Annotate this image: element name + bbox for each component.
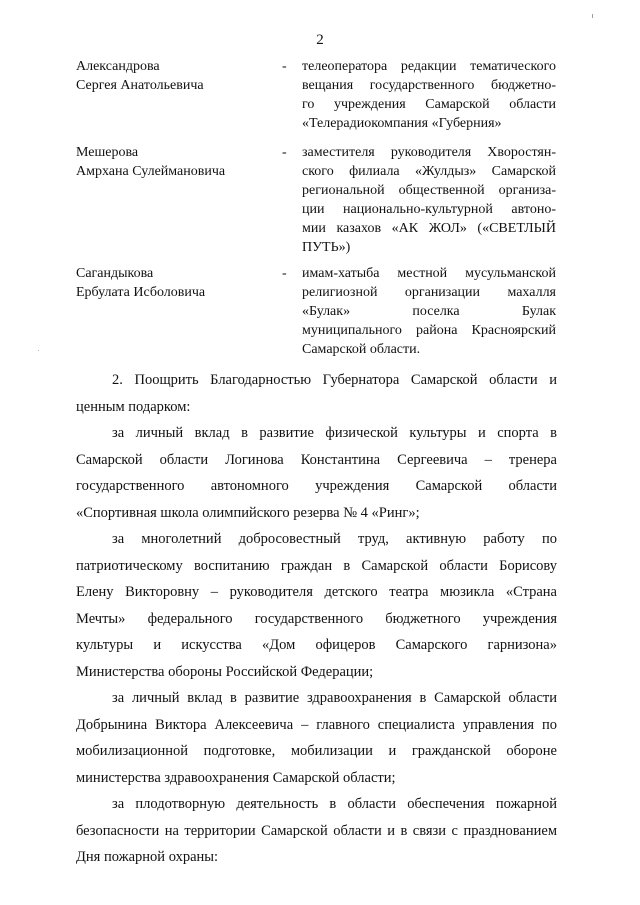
paragraph-line: за личный вклад в развитие физической культуры и спорта в xyxy=(112,425,557,441)
paragraph-line: Дня пожарной охраны: xyxy=(76,849,219,865)
person-position xyxy=(302,57,556,133)
paragraph xyxy=(76,420,557,526)
paragraph-line: за личный вклад в развитие здравоохранения в Самарской области xyxy=(112,690,557,706)
person-surname: Сагандыкова xyxy=(76,266,154,281)
position-line: телеоператора редакции тематического xyxy=(302,59,556,74)
position-line: го учреждения Самарской области xyxy=(302,97,556,112)
person-surname: Мешерова xyxy=(76,145,139,160)
body-text xyxy=(76,367,557,871)
person-name xyxy=(76,57,276,95)
scan-speck xyxy=(38,350,39,351)
paragraph-line: за плодотворную деятельность в области обеспечения пожарной xyxy=(112,796,557,812)
person-position xyxy=(302,143,556,257)
person-given-names: Амрхана Сулеймановича xyxy=(76,164,226,179)
paragraph-line: безопасности на территории Самарской области и в связи с празднованием xyxy=(76,822,557,839)
paragraph-line: патриотическому воспитанию граждан в Самарской области Борисову xyxy=(76,557,557,574)
paragraph-line: 2. Поощрить Благодарностью Губернатора Самарской области и xyxy=(112,372,557,388)
position-line: ции национально-культурной автоно- xyxy=(302,202,556,217)
paragraph-line: за многолетний добросовестный труд, активную работу по xyxy=(112,531,557,547)
paragraph xyxy=(76,685,557,791)
person-surname: Александрова xyxy=(76,59,160,74)
position-line: вещания государственного бюджетно- xyxy=(302,78,556,93)
paragraph-line: культуры и искусства «Дом офицеров Самарского гарнизона» xyxy=(76,637,557,653)
position-line: региональной общественной организа- xyxy=(302,183,556,198)
paragraph xyxy=(76,367,557,420)
dash: - xyxy=(282,59,287,74)
paragraph-line: Министерства обороны Российской Федерации; xyxy=(76,663,374,680)
paragraph-line: ценным подарком: xyxy=(76,398,191,415)
page-number: 2 xyxy=(316,32,324,48)
position-line: заместителя руководителя Хворостян- xyxy=(302,145,556,160)
paragraph-line: Елену Викторовну – руководителя детского театра мюзикла «Страна xyxy=(76,584,557,600)
paragraph-line: «Спортивная школа олимпийского резерва № 4 «Ринг»; xyxy=(76,504,420,521)
paragraph-line: министерства здравоохранения Самарской области; xyxy=(76,769,396,786)
position-line: муниципального района Красноярский xyxy=(302,323,556,338)
position-line: «Телерадиокомпания «Губерния» xyxy=(302,116,502,131)
person-given-names: Сергея Анатольевича xyxy=(76,78,204,93)
paragraph xyxy=(76,526,557,685)
position-line: «Булак» поселка Булак xyxy=(302,304,556,319)
person-position xyxy=(302,264,556,359)
person-given-names: Ербулата Исболовича xyxy=(76,285,206,300)
person-name xyxy=(76,264,276,302)
position-line: Самарской области. xyxy=(302,342,421,357)
position-line: мии казахов «АК ЖОЛ» («СВЕТЛЫЙ xyxy=(302,221,556,236)
position-line: имам-хатыба местной мусульманской xyxy=(302,266,556,281)
dash: - xyxy=(282,145,287,160)
scan-speck xyxy=(592,14,593,18)
position-line: религиозной организации махалля xyxy=(302,285,556,300)
dash: - xyxy=(282,266,287,281)
position-line: ПУТЬ») xyxy=(302,240,351,255)
position-line: ского филиала «Жулдыз» Самарской xyxy=(302,164,556,179)
paragraph-line: мобилизационной подготовке, мобилизации и гражданской обороне xyxy=(76,743,557,759)
paragraph-line: Мечты» федерального государственного бюджетного учреждения xyxy=(76,610,557,627)
person-name xyxy=(76,143,276,181)
paragraph-line: Добрынина Виктора Алексеевича – главного специалиста управления по xyxy=(76,716,557,733)
paragraph-line: государственного автономного учреждения Самарской области xyxy=(76,478,557,494)
paragraph xyxy=(76,791,557,871)
paragraph-line: Самарской области Логинова Константина Сергеевича – тренера xyxy=(76,451,557,468)
